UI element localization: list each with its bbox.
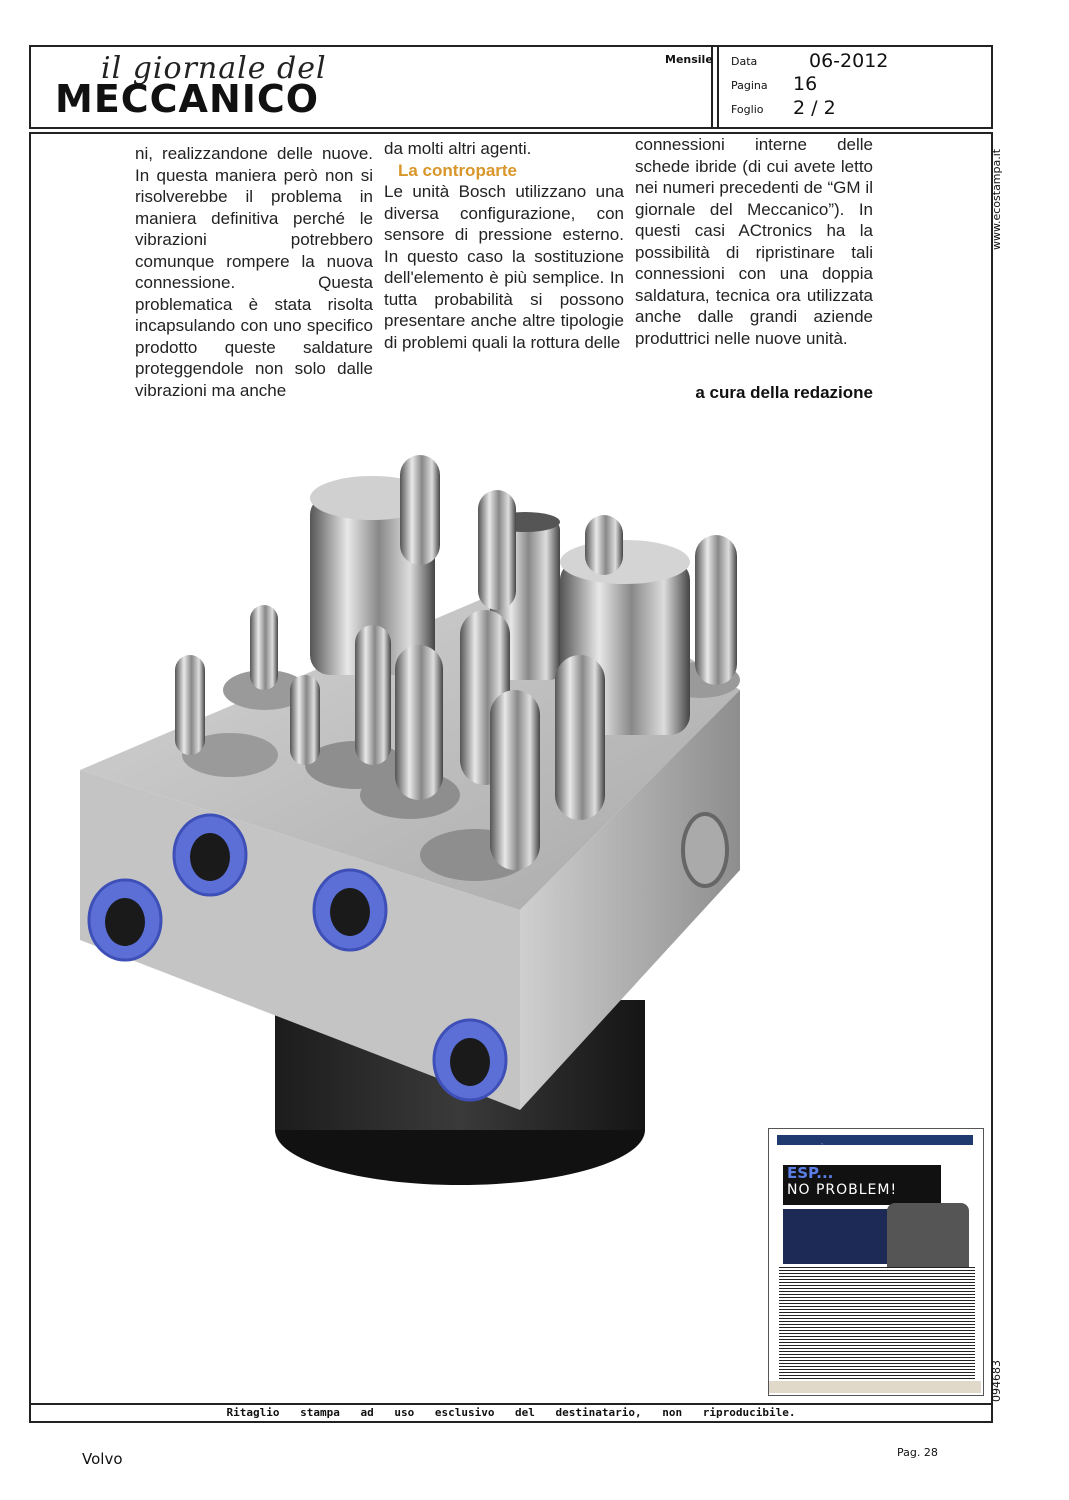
frequency-label: Mensile: [665, 53, 713, 66]
sheet-value: 2 / 2: [793, 97, 836, 119]
sheet-label: Foglio: [731, 103, 764, 116]
client-name: Volvo: [82, 1450, 123, 1468]
page-value: 16: [793, 73, 818, 95]
thumbnail-footer: [769, 1381, 981, 1393]
date-label: Data: [731, 55, 758, 68]
column-paragraph: connessioni interne delle schede ibride (di cui avete letto nei numeri precedenti de “GM il giornale del Meccanico”). In questi casi ACtronics ha la possibilità di ripristinare tali connessioni con una doppia saldatura, tecnica ora utilizzata anche dalle grandi aziende produttrici nelle nuove unità.: [635, 135, 873, 348]
page-label: Pagina: [731, 79, 768, 92]
article-column-1: [135, 143, 373, 401]
article-thumbnail: [768, 1128, 984, 1396]
clipping-code: 094683: [990, 1360, 1003, 1402]
page-number: Pag. 28: [897, 1446, 938, 1459]
thumbnail-body-text: [779, 1267, 975, 1382]
column-paragraph: da molti altri agenti.: [384, 139, 532, 158]
column-paragraph: Le unità Bosch utilizzano una diversa configurazione, con sensore di pressione esterno. In questo caso la sostituzione dell'elemento è più semplice. In tutta probabilità si possono presentare anche altre tipologie di problemi quali la rottura delle: [384, 182, 624, 352]
website-mark: www.ecostampa.it: [990, 148, 1003, 250]
article-column-3: [635, 134, 873, 349]
logo-main-text: MECCANICO: [55, 77, 320, 121]
logo-script-text: il giornale del: [101, 51, 327, 86]
abs-unit-photo: [50, 440, 790, 1200]
thumbnail-section-label: ATTUALITÀ: [783, 1144, 826, 1152]
section-subtitle: La controparte: [398, 160, 518, 180]
date-value: 06-2012: [809, 50, 889, 72]
thumbnail-section-bar: [777, 1135, 973, 1152]
thumbnail-title-line1: ESP...: [787, 1164, 834, 1182]
author-credit: a cura della redazione: [695, 383, 873, 402]
header-divider: [717, 47, 719, 127]
footer-divider: [29, 1403, 993, 1405]
thumbnail-title-block: [783, 1165, 941, 1205]
article-column-2: [384, 138, 624, 353]
thumbnail-intro-box: [783, 1209, 893, 1264]
column-paragraph: ni, realizzandone delle nuove. In questa maniera però non si risolverebbe il problema in maniera definitiva perché le vibrazioni potrebbero comunque rompere la nuova connessione. Questa problematica è stata risolta incapsulando con uno specifico prodotto queste saldature proteggendole non solo dalle vibrazioni ma anche: [135, 144, 373, 400]
masthead-box: [29, 45, 993, 129]
thumbnail-title-line2: NO PROBLEM!: [787, 1182, 898, 1198]
disclaimer-text: Ritaglio stampa ad uso esclusivo del destinatario, non riproducibile.: [226, 1406, 796, 1419]
